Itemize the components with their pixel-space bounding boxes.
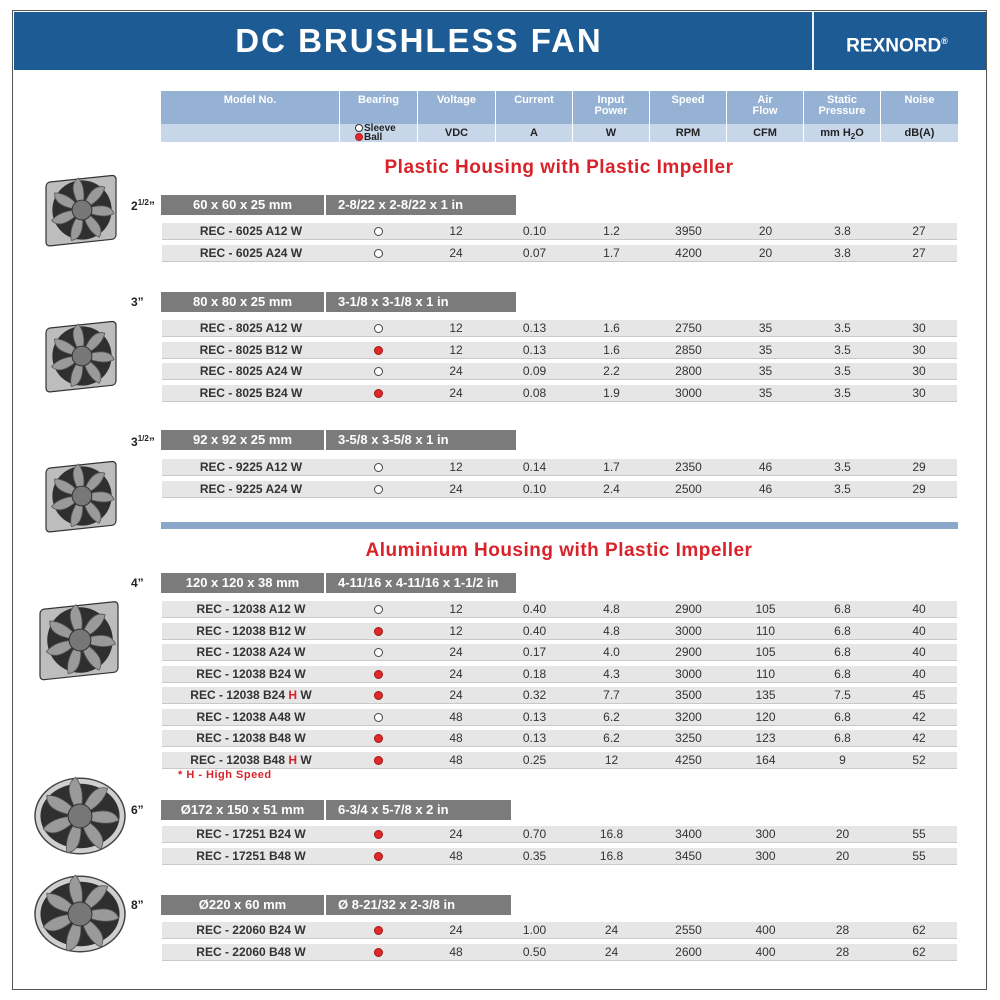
speed-value: 2350 [675,460,702,474]
table-row [162,944,957,961]
power-value: 1.6 [603,343,620,357]
ball-bearing-icon [374,852,383,861]
speed-value: 3000 [675,624,702,638]
current-value: 1.00 [522,923,547,937]
power-value: 1.6 [603,321,620,335]
airflow-value: 123 [755,731,776,745]
speed-value: 3450 [675,849,702,863]
dimension-mm: Ø220 x 60 mm [198,897,287,912]
sleeve-bearing-icon [374,249,383,258]
current-value: 0.17 [522,645,547,659]
ball-bearing-icon [374,830,383,839]
airflow-value: 35 [758,343,773,357]
voltage-value: 48 [449,753,463,767]
pressure-value: 3.5 [834,460,851,474]
speed-value: 2900 [675,602,702,616]
speed-value: 2500 [675,482,702,496]
voltage-value: 48 [449,945,463,959]
ball-bearing-icon [374,926,383,935]
noise-value: 30 [912,321,926,335]
airflow-value: 35 [758,321,773,335]
current-value: 0.13 [522,731,547,745]
dimension-bar [161,195,516,215]
power-value: 1.7 [603,246,620,260]
brand-logo [822,12,972,70]
noise-value: 27 [912,224,926,238]
current-value: 0.10 [522,224,547,238]
current-value: 0.25 [522,753,547,767]
noise-value: 29 [912,482,926,496]
table-row [162,687,957,704]
airflow-value: 120 [755,710,776,724]
voltage-value: 48 [449,849,463,863]
model-number: REC - 12038 A48 W [196,710,306,724]
power-value: 1.2 [603,224,620,238]
voltage-value: 24 [449,482,463,496]
table-row [162,459,957,476]
model-number: REC - 12038 B48 H W [190,753,312,767]
noise-value: 30 [912,386,926,400]
fan-icon [34,770,126,867]
dimension-inch: 4-11/16 x 4-11/16 x 1-1/2 in [338,575,499,590]
voltage-value: 24 [449,923,463,937]
title-banner [14,12,986,70]
model-number: REC - 22060 B24 W [196,923,306,937]
power-value: 16.8 [599,827,624,841]
dimension-mm: 60 x 60 x 25 mm [192,197,293,212]
ball-bearing-icon [374,670,383,679]
voltage-value: 12 [449,460,463,474]
dimension-mm: 92 x 92 x 25 mm [192,432,293,447]
ball-bearing-icon [374,756,383,765]
dimension-inch: 2-8/22 x 2-8/22 x 1 in [338,197,464,212]
sleeve-bearing-icon [374,324,383,333]
table-row [162,922,957,939]
table-row [162,623,957,640]
speed-value: 3200 [675,710,702,724]
airflow-value: 400 [755,945,776,959]
model-number: REC - 8025 B12 W [199,343,303,357]
sleeve-bearing-icon [374,367,383,376]
pressure-value: 28 [835,923,850,937]
col-header-static-pressure: Static Pressure mm $H_2O$ [804,91,881,142]
power-value: 24 [604,945,619,959]
col-header-noise: Noise dB(A) [881,91,958,142]
power-value: 24 [604,923,619,937]
model-number: REC - 12038 B12 W [196,624,306,638]
ball-bearing-icon [374,734,383,743]
airflow-value: 105 [755,602,776,616]
model-number: REC - 12038 B24 W [196,667,306,681]
col-header-voltage: Voltage VDC [418,91,496,142]
page-title: DC BRUSHLESS FAN [235,22,603,59]
section-title-aluminium: Aluminium Housing with Plastic Impeller [365,540,753,561]
ball-bearing-icon [374,346,383,355]
voltage-value: 24 [449,246,463,260]
fan-size-inch: 3” [131,295,144,309]
airflow-value: 300 [755,827,776,841]
power-value: 1.9 [603,386,620,400]
voltage-value: 24 [449,688,463,702]
table-row [162,666,957,683]
airflow-value: 20 [758,246,773,260]
registered-mark: ® [941,36,948,46]
pressure-value: 3.8 [834,224,851,238]
voltage-value: 12 [449,624,463,638]
noise-value: 40 [912,645,926,659]
noise-value: 30 [912,343,926,357]
noise-value: 52 [912,753,926,767]
model-number: REC - 8025 A24 W [199,364,303,378]
dimension-bar [161,800,511,820]
current-value: 0.13 [522,710,547,724]
current-value: 0.40 [522,602,547,616]
power-value: 4.0 [603,645,620,659]
pressure-value: 28 [835,945,850,959]
speed-value: 3000 [675,667,702,681]
current-value: 0.32 [522,688,547,702]
pressure-value: 3.5 [834,482,851,496]
col-header-air-flow: Air Flow CFM [727,91,804,142]
speed-value: 4200 [675,246,702,260]
noise-value: 30 [912,364,926,378]
speed-value: 2800 [675,364,702,378]
pressure-value: 6.8 [834,602,851,616]
model-number: REC - 8025 B24 W [199,386,303,400]
table-row [162,730,957,747]
col-header-bearing: Bearing Sleeve Ball [340,91,418,142]
table-row [162,826,957,843]
dimension-inch: 6-3/4 x 5-7/8 x 2 in [338,802,449,817]
voltage-value: 12 [449,343,463,357]
table-row [162,363,957,380]
current-value: 0.35 [522,849,547,863]
speed-value: 2900 [675,645,702,659]
table-row [162,601,957,618]
airflow-value: 110 [755,624,776,638]
col-header-current: Current A [496,91,573,142]
power-value: 6.2 [603,710,620,724]
noise-value: 40 [912,667,926,681]
table-row [162,385,957,402]
model-number: REC - 17251 B48 W [196,849,306,863]
current-value: 0.18 [522,667,547,681]
fan-icon [44,318,120,399]
current-value: 0.13 [522,321,547,335]
current-value: 0.07 [522,246,547,260]
banner-divider [812,12,814,70]
pressure-value: 9 [839,753,846,767]
dimension-bar [161,895,511,915]
voltage-value: 24 [449,364,463,378]
noise-value: 27 [912,246,926,260]
airflow-value: 20 [758,224,773,238]
airflow-value: 400 [755,923,776,937]
fan-icon [38,598,122,687]
fan-size-inch: $2^{1/2}$” [131,198,155,213]
dimension-inch: 3-5/8 x 3-5/8 x 1 in [338,432,449,447]
sleeve-bearing-icon [374,463,383,472]
power-value: 12 [604,753,619,767]
pressure-value: 6.8 [834,710,851,724]
current-value: 0.14 [522,460,547,474]
sleeve-bearing-icon [374,485,383,494]
sleeve-bearing-icon [355,124,363,132]
voltage-value: 12 [449,224,463,238]
model-number: REC - 12038 A24 W [196,645,306,659]
airflow-value: 105 [755,645,776,659]
speed-value: 3000 [675,386,702,400]
dimension-bar [161,292,516,312]
pressure-value: 6.8 [834,624,851,638]
table-row [162,709,957,726]
ball-bearing-icon [374,948,383,957]
speed-value: 3500 [675,688,702,702]
pressure-value: 20 [835,849,850,863]
pressure-value: 20 [835,827,850,841]
noise-value: 55 [912,827,926,841]
fan-size-inch: 8” [131,898,144,912]
table-row [162,752,957,769]
speed-value: 2850 [675,343,702,357]
speed-value: 3950 [675,224,702,238]
model-number: REC - 9225 A24 W [199,482,303,496]
table-row [162,644,957,661]
model-number: REC - 12038 A12 W [196,602,306,616]
section-separator [161,522,958,529]
current-value: 0.40 [522,624,547,638]
speed-value: 4250 [675,753,702,767]
fan-size-inch: $3^{1/2}$” [131,434,155,449]
model-number: REC - 12038 B24 H W [190,688,312,702]
ball-bearing-icon [374,691,383,700]
airflow-value: 35 [758,364,773,378]
airflow-value: 164 [755,753,776,767]
voltage-value: 12 [449,602,463,616]
power-value: 6.2 [603,731,620,745]
speed-value: 3250 [675,731,702,745]
voltage-value: 24 [449,386,463,400]
high-speed-note: * H - High Speed [178,769,272,781]
voltage-value: 24 [449,827,463,841]
noise-value: 55 [912,849,926,863]
current-value: 0.50 [522,945,547,959]
power-value: 16.8 [599,849,624,863]
pressure-value: 3.5 [834,321,851,335]
model-number: REC - 6025 A24 W [199,246,303,260]
model-number: REC - 6025 A12 W [199,224,303,238]
pressure-value: 6.8 [834,645,851,659]
model-number: REC - 22060 B48 W [196,945,306,959]
model-number: REC - 17251 B24 W [196,827,306,841]
speed-value: 2750 [675,321,702,335]
power-value: 4.8 [603,624,620,638]
fan-icon [44,458,120,539]
power-value: 2.2 [603,364,620,378]
ball-bearing-icon [374,627,383,636]
speed-value: 3400 [675,827,702,841]
table-row [162,848,957,865]
airflow-value: 135 [755,688,776,702]
voltage-value: 24 [449,645,463,659]
table-row [162,481,957,498]
airflow-value: 46 [758,460,773,474]
airflow-value: 35 [758,386,773,400]
pressure-value: 7.5 [834,688,851,702]
voltage-value: 48 [449,710,463,724]
power-value: 4.3 [603,667,620,681]
noise-value: 40 [912,602,926,616]
model-number: REC - 12038 B48 W [196,731,306,745]
current-value: 0.70 [522,827,547,841]
noise-value: 45 [912,688,926,702]
sleeve-bearing-icon [374,648,383,657]
dimension-bar [161,430,516,450]
current-value: 0.10 [522,482,547,496]
current-value: 0.13 [522,343,547,357]
voltage-value: 48 [449,731,463,745]
fan-size-inch: 6” [131,803,144,817]
voltage-value: 12 [449,321,463,335]
dimension-inch: Ø 8-21/32 x 2-3/8 in [338,897,456,912]
power-value: 1.7 [603,460,620,474]
pressure-value: 3.5 [834,364,851,378]
noise-value: 62 [912,945,926,959]
dimension-mm: Ø172 x 150 x 51 mm [180,802,305,817]
airflow-value: 300 [755,849,776,863]
pressure-value: 6.8 [834,731,851,745]
sleeve-bearing-icon [374,713,383,722]
power-value: 7.7 [603,688,620,702]
power-value: 4.8 [603,602,620,616]
pressure-value: 6.8 [834,667,851,681]
table-row [162,320,957,337]
table-row [162,245,957,262]
table-row [162,223,957,240]
voltage-value: 24 [449,667,463,681]
section-title-plastic: Plastic Housing with Plastic Impeller [384,157,734,178]
col-header-model: Model No. [161,91,340,142]
table-row [162,342,957,359]
pressure-value: 3.8 [834,246,851,260]
fan-icon [44,172,120,253]
col-header-input-power: Input Power W [573,91,650,142]
pressure-value: 3.5 [834,386,851,400]
noise-value: 62 [912,923,926,937]
power-value: 2.4 [603,482,620,496]
fan-icon [34,868,126,965]
ball-bearing-icon [374,389,383,398]
speed-value: 2550 [675,923,702,937]
model-number: REC - 9225 A12 W [199,460,303,474]
col-header-speed: Speed RPM [650,91,727,142]
pressure-value: 3.5 [834,343,851,357]
airflow-value: 46 [758,482,773,496]
model-number: REC - 8025 A12 W [199,321,303,335]
fan-size-inch: 4” [131,576,144,590]
speed-value: 2600 [675,945,702,959]
brand-name: REXNORD [846,35,942,57]
dimension-mm: 120 x 120 x 38 mm [185,575,300,590]
noise-value: 29 [912,460,926,474]
dimension-inch: 3-1/8 x 3-1/8 x 1 in [338,294,449,309]
airflow-value: 110 [755,667,776,681]
ball-bearing-icon [355,133,363,141]
current-value: 0.09 [522,364,547,378]
sleeve-bearing-icon [374,227,383,236]
dimension-mm: 80 x 80 x 25 mm [192,294,293,309]
current-value: 0.08 [522,386,547,400]
noise-value: 42 [912,731,926,745]
dimension-bar [161,573,516,593]
sleeve-bearing-icon [374,605,383,614]
noise-value: 40 [912,624,926,638]
noise-value: 42 [912,710,926,724]
